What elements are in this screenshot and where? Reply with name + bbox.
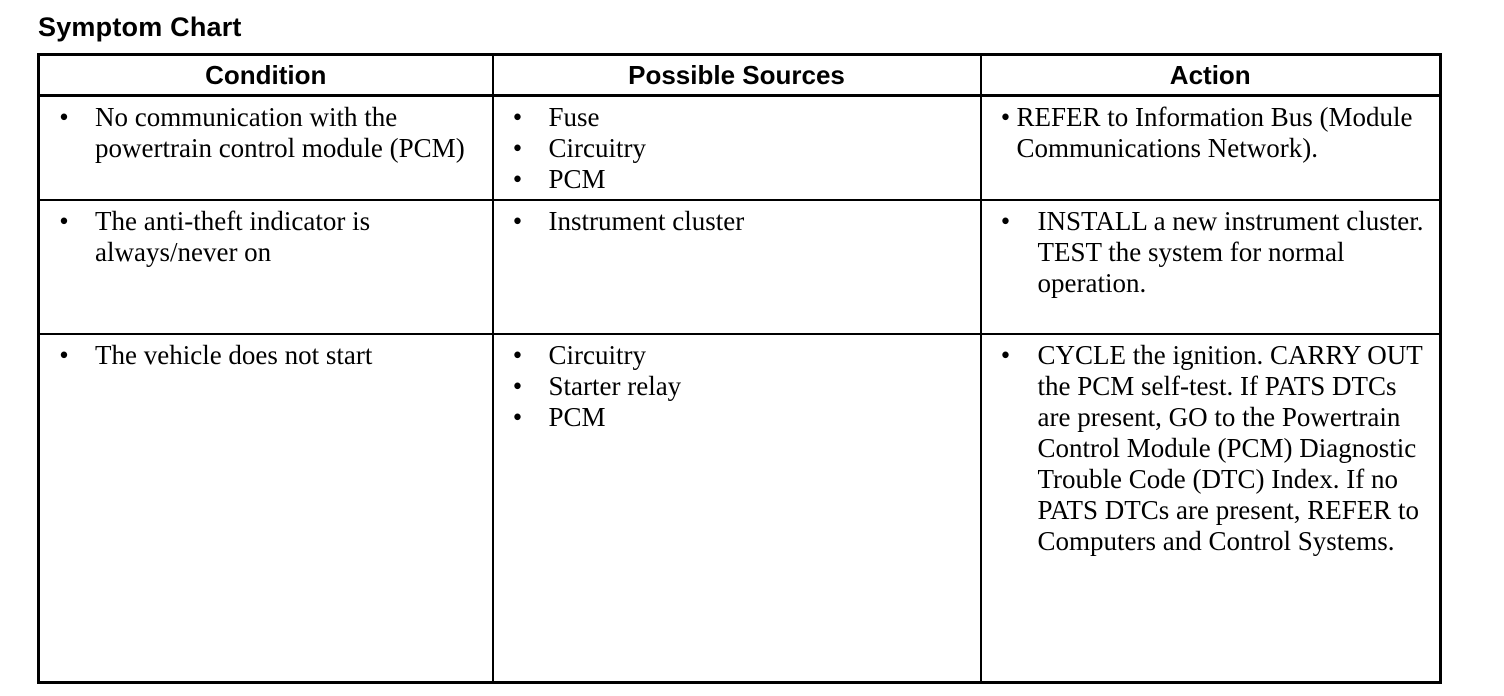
bullet-icon: • <box>512 102 523 132</box>
list-item <box>494 206 980 237</box>
bullet-icon: • <box>59 206 69 236</box>
condition-cell <box>39 200 493 334</box>
list-item <box>494 371 980 402</box>
list-item <box>494 402 980 433</box>
header-row <box>39 55 1441 96</box>
list-item <box>982 340 1440 557</box>
source-text: PCM <box>548 164 606 194</box>
bullet-icon: • <box>512 164 523 194</box>
condition-text: No communication with the powertrain control module (PCM) <box>95 102 465 163</box>
table-row <box>39 334 1441 683</box>
condition-text: The anti-theft indicator is always/never on <box>95 206 371 267</box>
action-text: CYCLE the ignition. CARRY OUT the PCM self-test. If PATS DTCs are present, GO to the Powertrain Control Module (PCM) Diagnostic Trouble Code (DTC) Index. If no PATS DTCs are present, REFER to Computers and Control Systems. <box>1037 340 1423 556</box>
source-text: Circuitry <box>548 340 646 370</box>
list-item <box>494 340 980 371</box>
bullet-icon: • <box>512 133 523 163</box>
action-cell <box>981 96 1441 201</box>
bullet-icon: • <box>1000 102 1011 132</box>
source-text: Fuse <box>548 102 600 132</box>
action-text: INSTALL a new instrument cluster. TEST the system for normal operation. <box>1037 206 1424 298</box>
table-row <box>39 96 1441 201</box>
source-text: Circuitry <box>548 133 646 163</box>
list-item <box>494 164 980 195</box>
sources-cell <box>493 334 981 683</box>
header-action: Action <box>981 55 1441 96</box>
source-text: PCM <box>548 402 606 432</box>
table-row <box>39 200 1441 334</box>
list-item <box>40 340 492 371</box>
source-text: Starter relay <box>548 371 682 401</box>
condition-text: The vehicle does not start <box>95 340 373 370</box>
source-text: Instrument cluster <box>548 206 745 236</box>
list-item <box>494 102 980 133</box>
header-condition: Condition <box>39 55 493 96</box>
list-item <box>494 133 980 164</box>
document-title: Symptom Chart <box>38 12 242 42</box>
condition-cell <box>39 334 493 683</box>
bullet-icon: • <box>512 371 523 401</box>
list-item <box>982 206 1440 299</box>
bullet-icon: • <box>59 340 69 370</box>
header-possible-sources: Possible Sources <box>493 55 981 96</box>
action-text: REFER to Information Bus (Module Communications Network). <box>1016 102 1413 163</box>
bullet-icon: • <box>512 402 523 432</box>
bullet-icon: • <box>512 206 523 236</box>
action-cell <box>981 200 1441 334</box>
list-item <box>40 102 492 164</box>
symptom-table <box>37 53 1442 684</box>
action-cell <box>981 334 1441 683</box>
condition-cell <box>39 96 493 201</box>
list-item <box>40 206 492 268</box>
sources-cell <box>493 96 981 201</box>
list-item <box>982 102 1440 164</box>
bullet-icon: • <box>1000 206 1011 236</box>
bullet-icon: • <box>512 340 523 370</box>
sources-cell <box>493 200 981 334</box>
bullet-icon: • <box>59 102 69 132</box>
bullet-icon: • <box>1000 340 1011 370</box>
